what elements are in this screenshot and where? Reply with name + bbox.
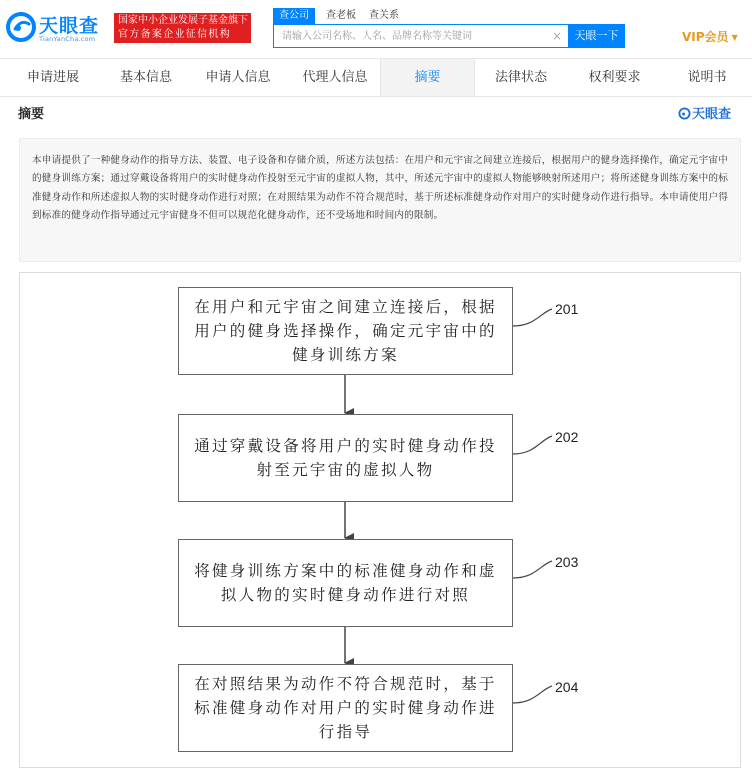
clear-icon[interactable]: × (551, 29, 562, 43)
logo-name: 天眼查 (39, 15, 100, 37)
abstract-text: 本申请提供了一种健身动作的指导方法、装置、电子设备和存储介质，所述方法包括：在用户和元宇宙之间建立连接后，根据用户的健身选择操作，确定元宇宙中的健身训练方案；通过穿戴设备将用户的实时健身动作投射至元宇宙的虚拟人物，其中，所述元宇宙中的虚拟人物能够映射所述用户；将所述健身训练方案中的标准健身动作和所述虚拟人物的实时健身动作进行对照；在对照结果为动作不符合规范时，基于所述标准健身动作对用户的实时健身动作进行指导。本申请使用户得到标准的健身动作指导通过元宇宙健身不但可以规范化健身动作，还不受场地和时间内的限制。 (32, 155, 728, 221)
tab-claims[interactable]: 权利要求 (588, 70, 641, 85)
step-number-203: 203 (555, 554, 579, 570)
tab-agent-info[interactable]: 代理人信息 (302, 70, 368, 85)
tab-application-progress[interactable]: 申请进展 (26, 70, 79, 85)
tab-legal-status[interactable]: 法律状态 (494, 70, 547, 85)
leader-202 (513, 436, 552, 454)
step-number-204: 204 (555, 679, 579, 695)
leader-204 (513, 686, 552, 703)
top-bar (0, 0, 752, 58)
vip-member-menu[interactable] (682, 28, 738, 45)
step-number-201: 201 (555, 301, 579, 317)
search-tab-relation[interactable]: 查关系 (369, 10, 399, 21)
tab-description[interactable]: 说明书 (687, 70, 727, 85)
logo-domain: TianYanCha.com (39, 35, 96, 43)
flow-step-202: 通过穿戴设备将用户的实时健身动作投射至元宇宙的虚拟人物 (178, 414, 513, 502)
tab-basic-info[interactable]: 基本信息 (119, 70, 172, 85)
logo-icon (6, 12, 36, 42)
section-title: 摘要 (18, 107, 45, 122)
abstract-panel (19, 138, 741, 262)
search-button[interactable]: 天眼一下 (568, 24, 625, 48)
vip-label: VIP会员 (682, 30, 729, 44)
abstract-figure (19, 272, 741, 768)
step-number-202: 202 (555, 429, 579, 445)
leader-201 (513, 309, 552, 326)
flow-step-201: 在用户和元宇宙之间建立连接后，根据用户的健身选择操作，确定元宇宙中的健身训练方案 (178, 287, 513, 375)
caret-down-icon: ▼ (731, 33, 738, 42)
brand-name: 天眼查 (692, 107, 732, 122)
logo-small-icon (678, 107, 691, 120)
search-tab-boss[interactable]: 查老板 (326, 10, 356, 21)
leader-203 (513, 561, 552, 578)
search-tab-company[interactable]: 查公司 (273, 8, 315, 24)
official-banner (114, 13, 251, 43)
patent-nav-tabs (0, 58, 752, 97)
banner-line-2: 官方备案企业征信机构 (118, 29, 231, 40)
search-box (273, 24, 568, 48)
tab-applicant-info[interactable]: 申请人信息 (205, 70, 271, 85)
tab-abstract[interactable]: 摘要 (380, 59, 475, 96)
flow-step-203: 将健身训练方案中的标准健身动作和虚拟人物的实时健身动作进行对照 (178, 539, 513, 627)
brand-watermark (678, 103, 731, 122)
banner-line-1: 国家中小企业发展子基金旗下 (118, 15, 248, 26)
search-input[interactable] (274, 25, 546, 47)
flow-step-204: 在对照结果为动作不符合规范时，基于标准健身动作对用户的实时健身动作进行指导 (178, 664, 513, 752)
tianyancha-logo[interactable] (6, 10, 108, 46)
